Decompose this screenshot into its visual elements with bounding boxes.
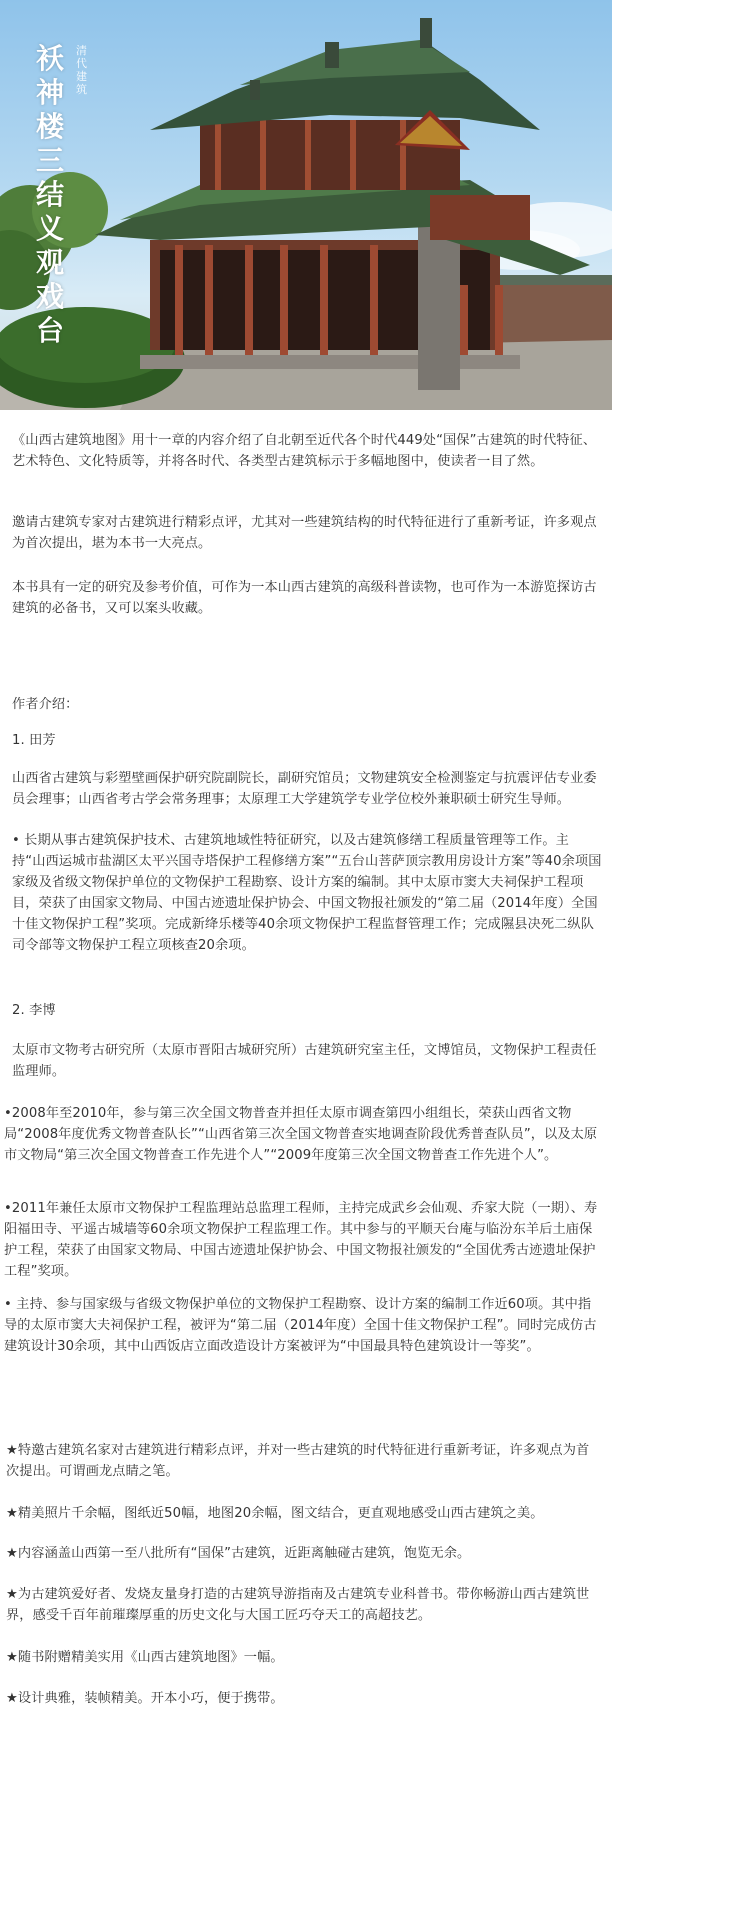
- author1-name-block: [0, 730, 612, 751]
- intro-section: [0, 512, 612, 554]
- feature-text: ★内容涵盖山西第一至八批所有“国保”古建筑，近距离触碰古建筑，饱览无余。: [6, 1546, 471, 1561]
- author2-work2-block: [0, 1198, 612, 1282]
- feature-item: [0, 1584, 612, 1626]
- feature-item: [0, 1440, 612, 1482]
- author2-work1: •2008年至2010年，参与第三次全国文物普查并担任太原市调查第四小组组长，荣获山西省文物局“2008年度优秀文物普查队长”“山西省第三次全国文物普查实地调查阶段优秀普查队员”，以及太原市文物局“第三次全国文物普查工作先进个人”“2009年度第三次全国文物普查工作先进个人”。: [4, 1106, 598, 1163]
- author1-bio: 山西省古建筑与彩塑壁画保护研究院副院长，副研究馆员；文物建筑安全检测鉴定与抗震评估专业委员会理事；山西省考古学会常务理事；太原理工大学建筑学专业学位校外兼职硕士研究生导师。: [12, 771, 597, 807]
- author1-work-block: [0, 830, 612, 956]
- author2-name-block: [0, 1000, 612, 1021]
- intro-paragraph: 邀请古建筑专家对古建筑进行精彩点评，尤其对一些建筑结构的时代特征进行了重新考证，许多观点为首次提出，堪为本书一大亮点。: [12, 515, 597, 551]
- feature-text: ★设计典雅，装帧精美。开本小巧，便于携带。: [6, 1691, 284, 1706]
- hero-subtitle: 清代建筑: [76, 44, 87, 96]
- author1-work: • 长期从事古建筑保护技术、古建筑地域性特征研究，以及古建筑修缮工程质量管理等工作。主持“山西运城市盐湖区太平兴国寺塔保护工程修缮方案”“五台山菩萨顶宗教用房设计方案”等40余项国家级及省级文物保护单位的文物保护工程勘察、设计方案的编制。其中太原市窦大夫祠保护工程项目，荣获了由国家文物局、中国古迹遗址保护协会、中国文物报社颁发的“第二届（2014年度）全国十佳文物保护工程”奖项。完成新绛乐楼等40余项文物保护工程监督管理工作；完成隰县决死二纵队司令部等文物保护工程立项核查20余项。: [12, 833, 602, 953]
- author2-work3-block: [0, 1294, 612, 1357]
- author2-bio-block: [0, 1040, 612, 1082]
- feature-item: [0, 1543, 612, 1564]
- feature-text: ★为古建筑爱好者、发烧友量身打造的古建筑导游指南及古建筑专业科普书。带你畅游山西古建筑世界，感受千百年前璀璨厚重的历史文化与大国工匠巧夺天工的高超技艺。: [6, 1587, 590, 1623]
- author2-name: 2. 李博: [12, 1003, 56, 1018]
- feature-item: [0, 1647, 612, 1668]
- author1-name: 1. 田芳: [12, 733, 56, 748]
- feature-text: ★精美照片千余幅，图纸近50幅，地图20余幅，图文结合，更直观地感受山西古建筑之美。: [6, 1506, 544, 1521]
- author2-work2: •2011年兼任太原市文物保护工程监理站总监理工程师，主持完成武乡会仙观、乔家大院（一期）、寿阳福田寺、平遥古城墙等60余项文物保护工程监理工作。其中参与的平顺天台庵与临汾东羊后土庙保护工程，荣获了由国家文物局、中国古迹遗址保护协会、中国文物报社颁发的“全国优秀古迹遗址保护工程”奖项。: [4, 1201, 598, 1279]
- right-margin: [612, 0, 750, 1922]
- author2-bio: 太原市文物考古研究所（太原市晋阳古城研究所）古建筑研究室主任，文博馆员，文物保护工程责任监理师。: [12, 1043, 597, 1079]
- authors-heading-block: [0, 694, 612, 715]
- intro-paragraph: 《山西古建筑地图》用十一章的内容介绍了自北朝至近代各个时代449处“国保”古建筑的时代特征、艺术特色、文化特质等，并将各时代、各类型古建筑标示于多幅地图中，使读者一目了然。: [12, 433, 597, 469]
- intro-section: [0, 577, 612, 619]
- author2-work1-block: [0, 1103, 612, 1166]
- feature-item: [0, 1503, 612, 1524]
- feature-item: [0, 1688, 612, 1709]
- hero-title: 袄神楼三结义观戏台: [36, 42, 65, 347]
- intro-paragraph: 本书具有一定的研究及参考价值，可作为一本山西古建筑的高级科普读物，也可作为一本游览探访古建筑的必备书，又可以案头收藏。: [12, 580, 597, 616]
- pavilion-illustration: [0, 0, 612, 410]
- hero-image: [0, 0, 612, 410]
- feature-text: ★随书附赠精美实用《山西古建筑地图》一幅。: [6, 1650, 284, 1665]
- authors-heading: 作者介绍：: [12, 697, 79, 712]
- author1-bio-block: [0, 768, 612, 810]
- feature-text: ★特邀古建筑名家对古建筑进行精彩点评，并对一些古建筑的时代特征进行重新考证，许多观点为首次提出。可谓画龙点睛之笔。: [6, 1443, 590, 1479]
- author2-work3: • 主持、参与国家级与省级文物保护单位的文物保护工程勘察、设计方案的编制工作近60项。其中指导的太原市窦大夫祠保护工程，被评为“第二届（2014年度）全国十佳文物保护工程”。同时完成仿古建筑设计30余项，其中山西饭店立面改造设计方案被评为“中国最具特色建筑设计一等奖”。: [4, 1297, 597, 1354]
- intro-section: [0, 430, 612, 472]
